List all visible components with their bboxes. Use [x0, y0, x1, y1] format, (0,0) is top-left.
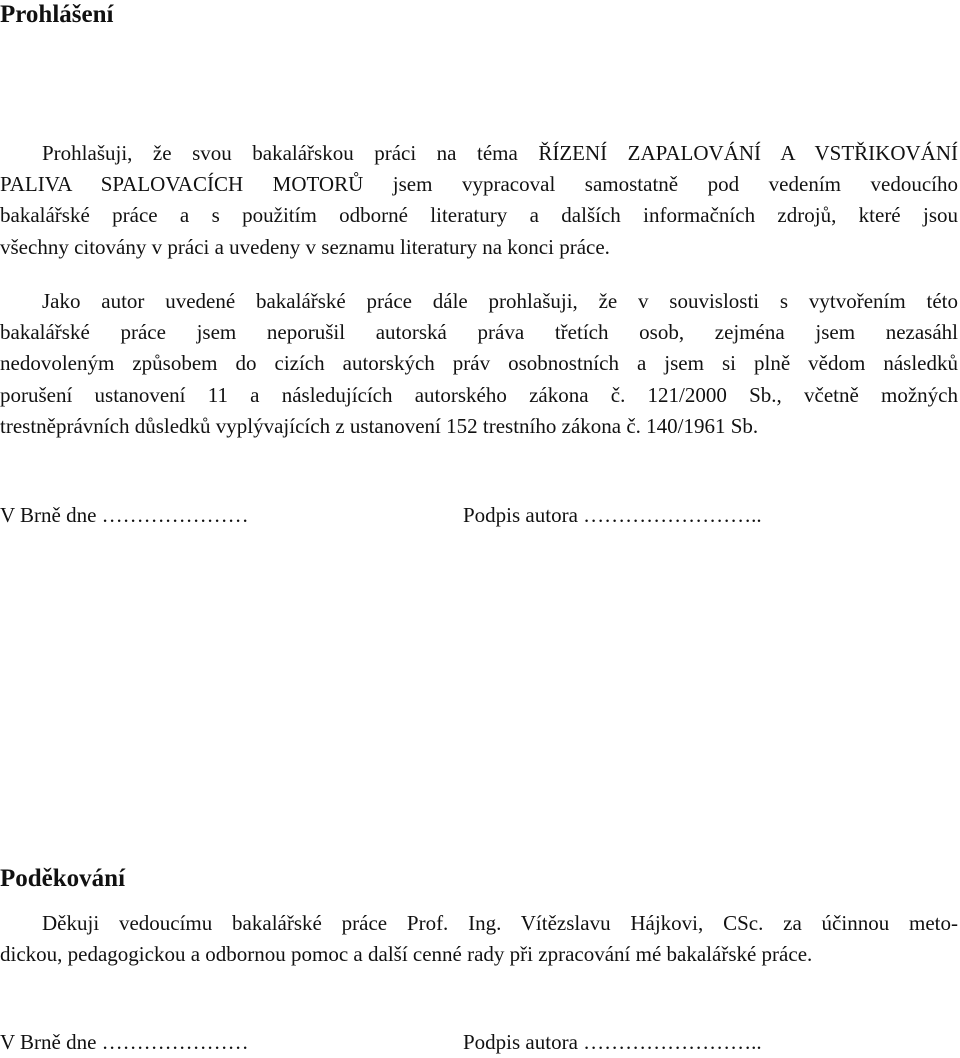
declaration-p1-line: PALIVA SPALOVACÍCH MOTORŮ jsem vypracoval samostatně pod vedením vedoucího [0, 172, 958, 197]
declaration-p1-line: bakalářské práce a s použitím odborné literatury a dalších informačních zdrojů, které jsou [0, 203, 958, 228]
declaration-signature-row [0, 499, 958, 531]
declaration-p1-line: všechny citovány v práci a uvedeny v seznamu literatury na konci práce. [0, 234, 610, 259]
acknowledgement-signature: Podpis autora …………………….. [463, 1030, 762, 1054]
declaration-paragraph-1 [0, 138, 958, 263]
declaration-paragraph-2 [0, 286, 958, 442]
declaration-p2-line: porušení ustanovení 11 a následujících autorského zákona č. 121/2000 Sb., včetně možných [0, 382, 958, 407]
declaration-signature: Podpis autora …………………….. [463, 503, 762, 527]
acknowledgement-line: dickou, pedagogickou a odbornou pomoc a další cenné rady při zpracování mé bakalářské práce. [0, 942, 813, 967]
declaration-place-date: V Brně dne ………………… [0, 503, 249, 527]
acknowledgement-paragraph [0, 908, 958, 970]
acknowledgement-line: Děkuji vedoucímu bakalářské práce Prof. Ing. Vítězslavu Hájkovi, CSc. za účinnou meto- [42, 911, 958, 935]
acknowledgement-place-date: V Brně dne ………………… [0, 1030, 249, 1054]
declaration-p2-line: bakalářské práce jsem neporušil autorská práva třetích osob, zejména jsem nezasáhl [0, 320, 958, 345]
declaration-heading: Prohlášení [0, 1, 114, 28]
acknowledgement-signature-row [0, 1026, 958, 1058]
declaration-p2-line: Jako autor uvedené bakalářské práce dále prohlašuji, že v souvislosti s vytvořením této [42, 289, 958, 313]
declaration-p1-line: Prohlašuji, že svou bakalářskou práci na téma ŘÍZENÍ ZAPALOVÁNÍ A VSTŘIKOVÁNÍ [42, 141, 958, 165]
declaration-p2-line: trestněprávních důsledků vyplývajících z ustanovení 152 trestního zákona č. 140/1961 Sb. [0, 413, 759, 438]
declaration-p2-line: nedovoleným způsobem do cizích autorských práv osobnostních a jsem si plně vědom následků [0, 351, 958, 376]
acknowledgement-heading: Poděkování [0, 865, 126, 892]
